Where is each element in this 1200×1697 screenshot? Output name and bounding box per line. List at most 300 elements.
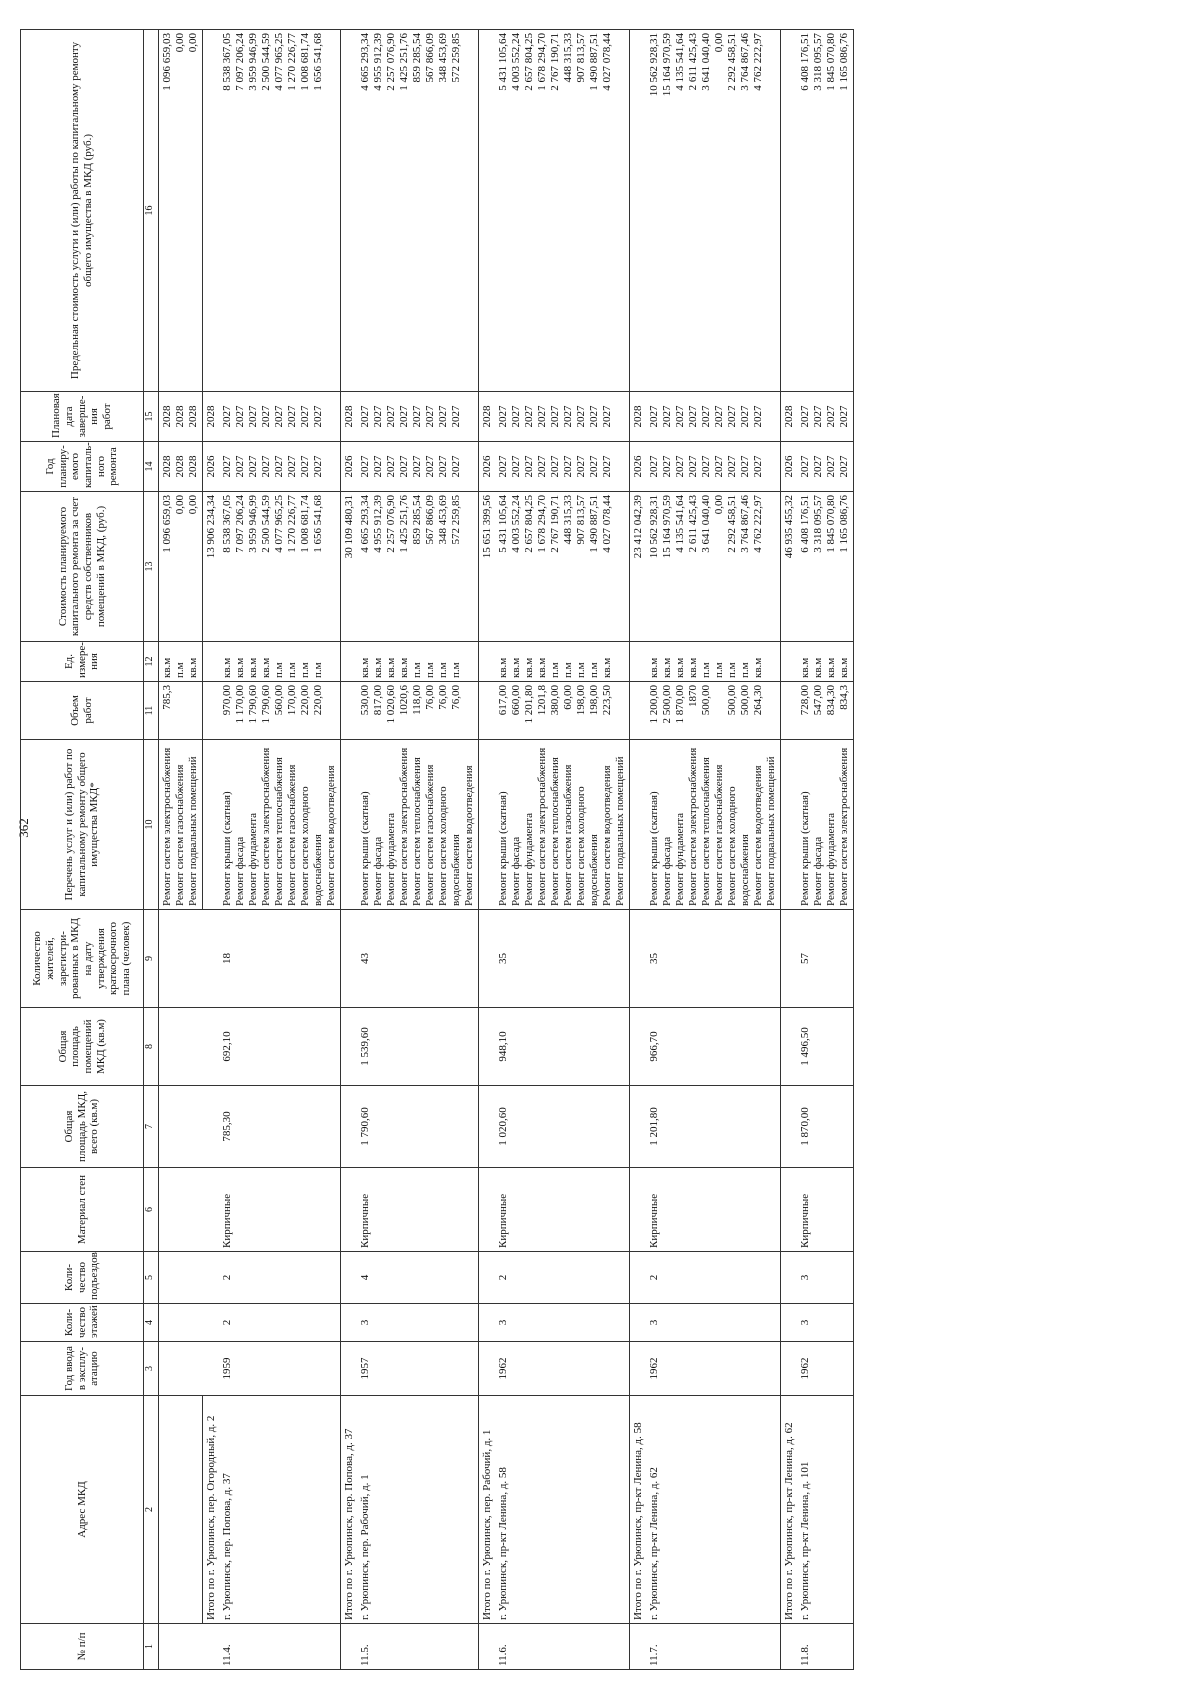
header-cell: Адрес МКД xyxy=(21,1396,144,1624)
cell-line: 2027 xyxy=(812,405,824,428)
volume-cell xyxy=(646,682,781,740)
cell-line: 567 866,09 xyxy=(424,495,436,545)
cell-line: 2 767 190,71 xyxy=(549,495,561,553)
cell-text: 2026 xyxy=(632,455,644,478)
empty-cell xyxy=(630,1086,647,1168)
cell-line: Ремонт систем теплоснабжения xyxy=(273,757,285,906)
cell-line: Ремонт фасада xyxy=(510,836,522,906)
cell-line xyxy=(187,685,200,736)
cell-text: 2 xyxy=(221,1319,233,1326)
cell-line: 2027 xyxy=(260,455,272,478)
column-number: 14 xyxy=(144,442,159,492)
floors-cell xyxy=(646,1304,781,1342)
empty-cell xyxy=(630,910,647,1008)
work-list-cell xyxy=(646,740,781,910)
cell-line: 4 077 965,25 xyxy=(273,495,285,553)
cell-line: Ремонт крыши (скатная) xyxy=(221,791,233,906)
year-built-cell xyxy=(646,1342,781,1396)
cell-text: 1 870,00 xyxy=(799,1107,811,1146)
residents-cell xyxy=(357,910,479,1008)
residents-cell xyxy=(646,910,781,1008)
cell-line: Ремонт систем водоотведения xyxy=(601,765,613,906)
column-number: 7 xyxy=(144,1086,159,1168)
cell-line: 2027 xyxy=(661,405,673,428)
cell-line: Ремонт систем газоснабжения xyxy=(424,764,436,906)
cell-text: 2028 xyxy=(343,405,355,428)
empty-cell xyxy=(159,910,203,1008)
header-cell: Общая площадь МКД, всего (кв.м) xyxy=(21,1086,144,1168)
year-built-cell xyxy=(495,1342,630,1396)
cell-line: 1 170,00 xyxy=(234,685,246,724)
empty-cell xyxy=(479,1624,496,1670)
cell-line: 817,00 xyxy=(372,685,384,716)
cell-text: Итого по г. Урюпинск, пер. Рабочий, д. 1 xyxy=(481,1429,493,1620)
cell-line: 1 096 659,03 xyxy=(161,495,173,553)
empty-cell xyxy=(159,1168,203,1252)
unit-cell xyxy=(646,642,781,682)
column-number: 4 xyxy=(144,1304,159,1342)
cell-line: Ремонт фундамента xyxy=(825,812,837,906)
cell-line: 3 641 040,40 xyxy=(700,33,712,91)
cell-line: Ремонт фундамента xyxy=(674,812,686,906)
empty-cell xyxy=(781,1342,798,1396)
cell-line: 76,00 xyxy=(437,685,449,710)
cell-line: 1 845 070,80 xyxy=(825,495,837,553)
cell-text: 966,70 xyxy=(648,1031,660,1062)
work-list-cell xyxy=(357,740,479,910)
total-cost-cell xyxy=(781,492,798,642)
cell-text: 1 201,80 xyxy=(648,1107,660,1146)
cell-line: 3 641 040,40 xyxy=(700,495,712,553)
header-cell: Общая площадь помещений МКД (кв.м) xyxy=(21,1008,144,1086)
cell-line: 2 500 544,59 xyxy=(260,495,272,553)
total-date-cell xyxy=(781,392,798,442)
cell-line: 1 790,60 xyxy=(247,685,259,724)
entrances-cell xyxy=(646,1252,781,1304)
item-number-cell xyxy=(495,1624,630,1670)
cell-line: 198,00 xyxy=(588,685,600,716)
empty-cell xyxy=(630,740,647,910)
address-cell xyxy=(646,1396,781,1624)
work-list-cell xyxy=(797,740,854,910)
cell-line: кв.м xyxy=(260,657,272,678)
total-row xyxy=(479,30,496,1670)
cell-text: Кирпичные xyxy=(497,1193,509,1248)
cell-line: кв.м xyxy=(161,657,173,678)
cell-line: 223,50 xyxy=(601,685,613,716)
empty-cell xyxy=(159,1008,203,1086)
total-row xyxy=(781,30,798,1670)
cell-line: п.м xyxy=(174,662,186,678)
cell-line: Ремонт систем газоснабжения xyxy=(174,764,186,906)
cell-line: 2027 xyxy=(385,405,397,428)
year-cell xyxy=(797,442,854,492)
cell-line: Ремонт подвальных помещений xyxy=(187,756,199,906)
cell-line: кв.м xyxy=(385,657,397,678)
entrances-cell xyxy=(357,1252,479,1304)
cell-line: 2027 xyxy=(437,455,449,478)
header-cell: Ед. измере-ния xyxy=(21,642,144,682)
cell-line: 76,00 xyxy=(424,685,436,710)
page-number: 362 xyxy=(16,818,31,838)
empty-cell xyxy=(341,1252,358,1304)
column-number: 1 xyxy=(144,1624,159,1670)
empty-cell xyxy=(479,910,496,1008)
cell-line: Ремонт подвальных помещений xyxy=(614,756,626,906)
cell-line: Ремонт систем газоснабжения xyxy=(713,764,725,906)
cell-line: 2027 xyxy=(398,405,410,428)
cell-text: Кирпичные xyxy=(799,1193,811,1248)
cell-line: кв.м xyxy=(247,657,259,678)
cell-line: 859 285,54 xyxy=(411,33,423,83)
cell-line: 1 678 294,70 xyxy=(536,495,548,553)
empty-cell xyxy=(341,1304,358,1342)
cell-line: 2 257 076,90 xyxy=(385,495,397,553)
empty-cell xyxy=(479,1008,496,1086)
cell-line: 660,00 xyxy=(510,685,522,716)
cell-line: п.м xyxy=(424,662,436,678)
header-cell: Стоимость планируемого капитального ремонта за счет средств собственников помещений в МКД, (руб.) xyxy=(21,492,144,642)
cell-line: 2027 xyxy=(497,455,509,478)
cell-text: 2026 xyxy=(481,455,493,478)
total-date-cell xyxy=(203,392,220,442)
cell-line: 15 164 970,59 xyxy=(661,33,673,97)
empty-cell xyxy=(159,1304,203,1342)
cell-line: 2027 xyxy=(299,405,311,428)
cell-text: 2026 xyxy=(343,455,355,478)
cell-line: 2027 xyxy=(359,405,371,428)
walls-cell xyxy=(357,1168,479,1252)
cell-line: 2027 xyxy=(713,455,725,478)
cell-line: Ремонт крыши (скатная) xyxy=(799,791,811,906)
empty-cell xyxy=(203,1304,220,1342)
cost-cell xyxy=(159,492,203,642)
cell-line: 2027 xyxy=(838,405,850,428)
cell-text: 2 xyxy=(648,1274,660,1281)
cell-line: 2027 xyxy=(273,455,285,478)
empty-cell xyxy=(781,682,798,740)
empty-cell xyxy=(203,1008,220,1086)
empty-cell xyxy=(781,1168,798,1252)
cell-line: 0,00 xyxy=(174,495,186,515)
total-label-cell xyxy=(341,1396,358,1624)
cell-line: 4 135 541,64 xyxy=(674,495,686,553)
header-cell: Предельная стоимость услуги и (или) работы по капитальному ремонту общего имущества в МКД (руб.) xyxy=(21,30,144,392)
cell-text: 11.5. xyxy=(359,1644,371,1666)
cell-line: кв.м xyxy=(398,657,410,678)
cell-line: Ремонт систем газоснабжения xyxy=(286,764,298,906)
empty-cell xyxy=(203,1624,220,1670)
cell-text: 1 020,60 xyxy=(497,1107,509,1146)
cell-line: 2027 xyxy=(221,455,233,478)
cell-text: Кирпичные xyxy=(648,1193,660,1248)
cell-line: 2027 xyxy=(536,405,548,428)
year-cell xyxy=(219,442,341,492)
cell-line: 2 657 804,25 xyxy=(523,33,535,91)
cell-line: кв.м xyxy=(536,657,548,678)
cell-line: 6 408 176,51 xyxy=(799,33,811,91)
cell-text: Кирпичные xyxy=(359,1193,371,1248)
cell-text: 3 xyxy=(359,1319,371,1326)
limit-cell xyxy=(357,30,479,392)
cell-line: 560,00 xyxy=(273,685,285,716)
cell-line: 2027 xyxy=(674,455,686,478)
work-list-cell xyxy=(159,740,203,910)
cell-line: 2027 xyxy=(312,455,324,478)
cell-line: 859 285,54 xyxy=(411,495,423,545)
empty-cell xyxy=(341,740,358,910)
cell-line: 2027 xyxy=(372,405,384,428)
cost-cell xyxy=(357,492,479,642)
empty-cell xyxy=(781,1008,798,1086)
cell-line: 3 959 946,99 xyxy=(247,495,259,553)
cell-text: 3 xyxy=(799,1274,811,1281)
cell-line: 2027 xyxy=(437,405,449,428)
column-number-row xyxy=(144,30,159,1670)
table-row xyxy=(797,30,854,1670)
cell-line: 2027 xyxy=(661,455,673,478)
residents-cell xyxy=(219,910,341,1008)
volume-cell xyxy=(495,682,630,740)
cell-text: 1962 xyxy=(497,1357,509,1380)
cell-line: 4 955 912,39 xyxy=(372,33,384,91)
cell-line: Ремонт систем электроснабжения xyxy=(260,747,272,906)
cell-line: 1 656 541,68 xyxy=(312,33,324,91)
cell-text: 1 790,60 xyxy=(359,1107,371,1146)
cell-line: 572 259,85 xyxy=(450,495,462,545)
cell-text: 2 xyxy=(221,1274,233,1281)
cell-line: п.м xyxy=(713,662,725,678)
cell-line: 2027 xyxy=(286,455,298,478)
cell-line: 220,00 xyxy=(312,685,324,716)
total-cost-cell xyxy=(203,492,220,642)
year-cell xyxy=(357,442,479,492)
cell-text: г. Урюпинск, пер. Попова, д. 37 xyxy=(221,1473,233,1620)
limit-cell xyxy=(646,30,781,392)
cell-line: 2027 xyxy=(739,405,751,428)
cell-line: 1 165 086,76 xyxy=(838,495,850,553)
empty-cell xyxy=(203,910,220,1008)
cell-line: кв.м xyxy=(187,657,199,678)
cell-line: 785,3 xyxy=(161,685,173,710)
header-cell: Материал стен xyxy=(21,1168,144,1252)
limit-cell xyxy=(797,30,854,392)
cell-line: кв.м xyxy=(648,657,660,678)
cell-line: Ремонт фундамента xyxy=(385,812,397,906)
cell-line: 1 490 887,51 xyxy=(588,495,600,553)
empty-cell xyxy=(159,1086,203,1168)
cell-line: 2028 xyxy=(161,405,173,428)
cell-line: 2027 xyxy=(562,405,574,428)
cell-line: 1 096 659,03 xyxy=(161,33,173,91)
cell-line: 15 164 970,59 xyxy=(661,495,673,559)
date-cell xyxy=(357,392,479,442)
cell-line: Ремонт систем холодного водоснабжения xyxy=(726,786,751,906)
total-cost-cell xyxy=(630,492,647,642)
area-rooms-cell xyxy=(646,1008,781,1086)
cell-line: 1 425 251,76 xyxy=(398,495,410,553)
cell-line: 3 318 095,57 xyxy=(812,33,824,91)
empty-cell xyxy=(203,1252,220,1304)
empty-cell xyxy=(781,30,798,392)
empty-cell xyxy=(203,30,220,392)
cell-line: 2028 xyxy=(161,455,173,478)
area-total-cell xyxy=(797,1086,854,1168)
cell-line: 7 097 206,24 xyxy=(234,495,246,553)
empty-cell xyxy=(479,1252,496,1304)
cell-line: 2027 xyxy=(825,405,837,428)
header-cell: Год ввода в эксплу-атацию xyxy=(21,1342,144,1396)
cell-line: Ремонт фасада xyxy=(372,836,384,906)
cell-line: 2027 xyxy=(648,455,660,478)
empty-cell xyxy=(341,1624,358,1670)
cell-text: 2 xyxy=(497,1274,509,1281)
cell-line: кв.м xyxy=(687,657,699,678)
cell-line: 220,00 xyxy=(299,685,311,716)
cell-line: Ремонт систем холодного водоснабжения xyxy=(575,786,600,906)
unit-cell xyxy=(219,642,341,682)
cell-line: 2027 xyxy=(234,405,246,428)
cell-line: 2027 xyxy=(398,455,410,478)
empty-cell xyxy=(203,1168,220,1252)
cell-line: 2027 xyxy=(700,455,712,478)
column-number: 10 xyxy=(144,740,159,910)
cell-line: 198,00 xyxy=(575,685,587,716)
work-list-cell xyxy=(219,740,341,910)
area-rooms-cell xyxy=(357,1008,479,1086)
cell-line: 1 790,60 xyxy=(260,685,272,724)
cell-text: 2028 xyxy=(632,405,644,428)
cell-line: Ремонт крыши (скатная) xyxy=(497,791,509,906)
empty-cell xyxy=(479,30,496,392)
cell-line: 1 200,00 xyxy=(648,685,660,724)
cell-line: 2027 xyxy=(424,405,436,428)
table-row xyxy=(646,30,781,1670)
cell-line: 2027 xyxy=(601,455,613,478)
cell-text: Итого по г. Урюпинск, пер. Огородный, д. 2 xyxy=(205,1415,217,1620)
cell-line: 5 431 105,64 xyxy=(497,495,509,553)
cell-line: 834,30 xyxy=(825,685,837,716)
cell-text: 2026 xyxy=(205,455,217,478)
empty-cell xyxy=(479,1168,496,1252)
year-cell xyxy=(495,442,630,492)
cell-line: Ремонт фасада xyxy=(234,836,246,906)
cell-text: г. Урюпинск, пр-кт Ленина, д. 101 xyxy=(799,1461,811,1620)
cell-line: 4 762 222,97 xyxy=(752,33,764,91)
volume-cell xyxy=(219,682,341,740)
header-row xyxy=(21,30,144,1670)
volume-cell xyxy=(159,682,203,740)
cell-line: 617,00 xyxy=(497,685,509,716)
empty-cell xyxy=(159,1342,203,1396)
cell-line: 2 657 804,25 xyxy=(523,495,535,553)
cell-text: г. Урюпинск, пер. Рабочий, д. 1 xyxy=(359,1474,371,1620)
cell-line: 2027 xyxy=(510,455,522,478)
cell-text: 46 935 455,32 xyxy=(783,495,795,559)
cell-text: 57 xyxy=(799,953,811,964)
cell-line: 7 097 206,24 xyxy=(234,33,246,91)
cell-text: 692,10 xyxy=(221,1031,233,1062)
volume-cell xyxy=(357,682,479,740)
cell-line: 970,00 xyxy=(221,685,233,716)
cell-text: Итого по г. Урюпинск, пр-кт Ленина, д. 62 xyxy=(783,1422,795,1620)
cell-line: 2 611 425,43 xyxy=(687,33,699,91)
cell-line: кв.м xyxy=(661,657,673,678)
cell-line: 1 845 070,80 xyxy=(825,33,837,91)
cell-text: 2026 xyxy=(783,455,795,478)
cell-line: 448 315,33 xyxy=(562,495,574,545)
empty-cell xyxy=(479,1342,496,1396)
cell-text: 11.6. xyxy=(497,1644,509,1666)
cell-line: Ремонт фасада xyxy=(661,836,673,906)
cell-line: 1 656 541,68 xyxy=(312,495,324,553)
year-built-cell xyxy=(219,1342,341,1396)
cost-cell xyxy=(495,492,630,642)
cell-line: п.м xyxy=(726,662,738,678)
header-cell: Коли-чество подъездов xyxy=(21,1252,144,1304)
cell-line: 4 955 912,39 xyxy=(372,495,384,553)
table-row xyxy=(495,30,630,1670)
total-row xyxy=(203,30,220,1670)
empty-cell xyxy=(203,1342,220,1396)
cell-line: 2027 xyxy=(687,405,699,428)
address-cell xyxy=(495,1396,630,1624)
cell-text: г. Урюпинск, пр-кт Ленина, д. 58 xyxy=(497,1467,509,1620)
cell-line: Ремонт фундамента xyxy=(523,812,535,906)
cell-line: 2027 xyxy=(549,455,561,478)
cell-line: 834,3 xyxy=(838,685,850,710)
cell-line: п.м xyxy=(286,662,298,678)
cell-text: 1957 xyxy=(359,1357,371,1380)
limit-cell xyxy=(495,30,630,392)
cell-line: 2027 xyxy=(700,405,712,428)
cell-text: 785,30 xyxy=(221,1111,233,1142)
header-cell: Объем работ xyxy=(21,682,144,740)
residents-cell xyxy=(797,910,854,1008)
header-cell: Коли-чество этажей xyxy=(21,1304,144,1342)
cell-text: 2028 xyxy=(205,405,217,428)
cell-line: 2028 xyxy=(174,455,186,478)
column-number: 6 xyxy=(144,1168,159,1252)
column-number: 15 xyxy=(144,392,159,442)
total-cost-cell xyxy=(341,492,358,642)
area-rooms-cell xyxy=(797,1008,854,1086)
cell-line: п.м xyxy=(549,662,561,678)
cell-line: 2027 xyxy=(674,405,686,428)
unit-cell xyxy=(797,642,854,682)
cell-line: 2027 xyxy=(549,405,561,428)
cell-line: 0,00 xyxy=(713,33,725,53)
cell-line: 500,00 xyxy=(700,685,712,716)
cell-line: 4 665 293,34 xyxy=(359,33,371,91)
cell-line: 2027 xyxy=(726,405,738,428)
cell-line: Ремонт фундамента xyxy=(247,812,259,906)
cell-line: 1 678 294,70 xyxy=(536,33,548,91)
cell-line: п.м xyxy=(562,662,574,678)
cell-line: 4 003 552,24 xyxy=(510,495,522,553)
cell-line: п.м xyxy=(312,662,324,678)
empty-cell xyxy=(479,740,496,910)
cell-line: 530,00 xyxy=(359,685,371,716)
empty-cell xyxy=(781,1086,798,1168)
cell-text: 13 906 234,34 xyxy=(205,495,217,559)
cell-line: кв.м xyxy=(812,657,824,678)
cell-line: кв.м xyxy=(825,657,837,678)
table-row xyxy=(219,30,341,1670)
empty-cell xyxy=(203,1086,220,1168)
cell-line: 3 318 095,57 xyxy=(812,495,824,553)
cell-line: п.м xyxy=(273,662,285,678)
